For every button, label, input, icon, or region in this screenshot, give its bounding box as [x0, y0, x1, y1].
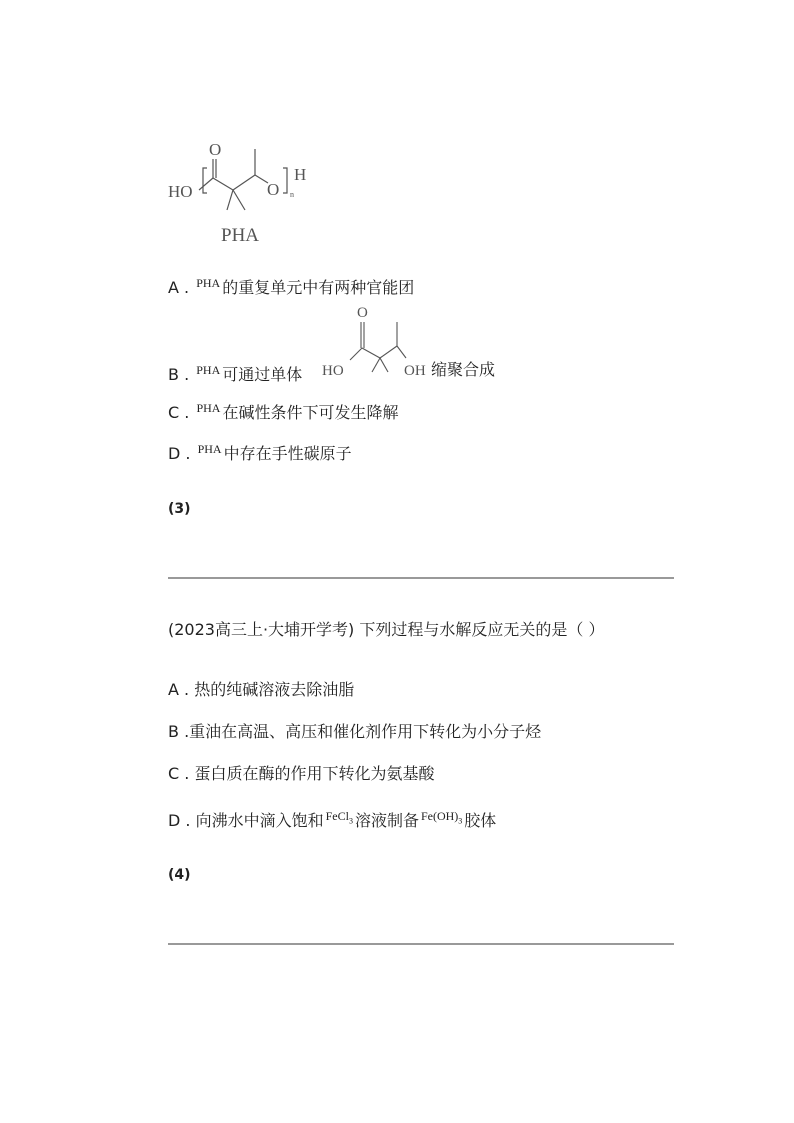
q3-option-d[interactable] — [168, 439, 352, 464]
option-letter: C . — [168, 403, 190, 422]
chem-feoh3: Fe(OH)3 — [420, 809, 463, 826]
option-text: 蛋白质在酶的作用下转化为氨基酸 — [194, 764, 435, 783]
q3-option-b-tail — [431, 360, 495, 380]
q4-option-b[interactable] — [168, 722, 541, 742]
q3-option-b[interactable] — [168, 360, 302, 385]
option-letter: D . — [168, 444, 191, 463]
pha-label: PHA — [197, 442, 222, 456]
option-text: 在碱性条件下可发生降解 — [222, 403, 399, 422]
q3-option-a[interactable] — [168, 273, 414, 298]
option-letter: A . — [168, 278, 190, 297]
monomer-o: O — [357, 305, 368, 321]
option-text: 重油在高温、高压和催化剂作用下转化为小分子烃 — [189, 722, 542, 741]
structure-ho: HO — [168, 182, 193, 201]
divider — [168, 577, 674, 579]
option-text-before: 向沸水中滴入饱和 — [195, 811, 324, 830]
structure-o-ring: O — [267, 180, 280, 199]
option-letter: B . — [168, 365, 190, 384]
structure-caption: PHA — [221, 225, 260, 246]
option-text-after: 缩聚合成 — [431, 360, 496, 379]
option-text: 中存在手性碳原子 — [223, 444, 352, 463]
option-text: 的重复单元中有两种官能团 — [222, 278, 415, 297]
chem-fecl3: FeCl3 — [325, 809, 353, 826]
answer-number-3: (3) — [168, 501, 191, 517]
q3-option-c[interactable] — [168, 398, 398, 423]
answer-number-4: (4) — [168, 867, 191, 883]
pha-structure — [165, 135, 325, 250]
option-text-after: 胶体 — [464, 811, 497, 830]
option-letter: D . — [168, 811, 191, 830]
q4-option-a[interactable] — [168, 680, 354, 700]
structure-o-top: O — [209, 140, 222, 159]
pha-label: PHA — [196, 363, 221, 377]
structure-n: n — [290, 190, 294, 199]
option-text: 热的纯碱溶液去除油脂 — [194, 680, 355, 699]
monomer-ho: HO — [322, 363, 344, 379]
monomer-oh: OH — [404, 363, 426, 379]
q4-option-d[interactable] — [168, 806, 496, 831]
pha-label: PHA — [196, 276, 221, 290]
pha-label: PHA — [196, 401, 221, 415]
option-text-mid: 溶液制备 — [354, 811, 419, 830]
option-letter: A . — [168, 680, 190, 699]
option-text-before: 可通过单体 — [222, 365, 303, 384]
divider — [168, 943, 674, 945]
option-letter: C . — [168, 764, 190, 783]
option-letter: B . — [168, 722, 190, 741]
structure-h: H — [294, 165, 307, 184]
monomer-structure — [322, 300, 434, 382]
q4-option-c[interactable] — [168, 764, 434, 784]
q4-stem: (2023高三上·大埔开学考) 下列过程与水解反应无关的是（ ） — [168, 620, 605, 639]
